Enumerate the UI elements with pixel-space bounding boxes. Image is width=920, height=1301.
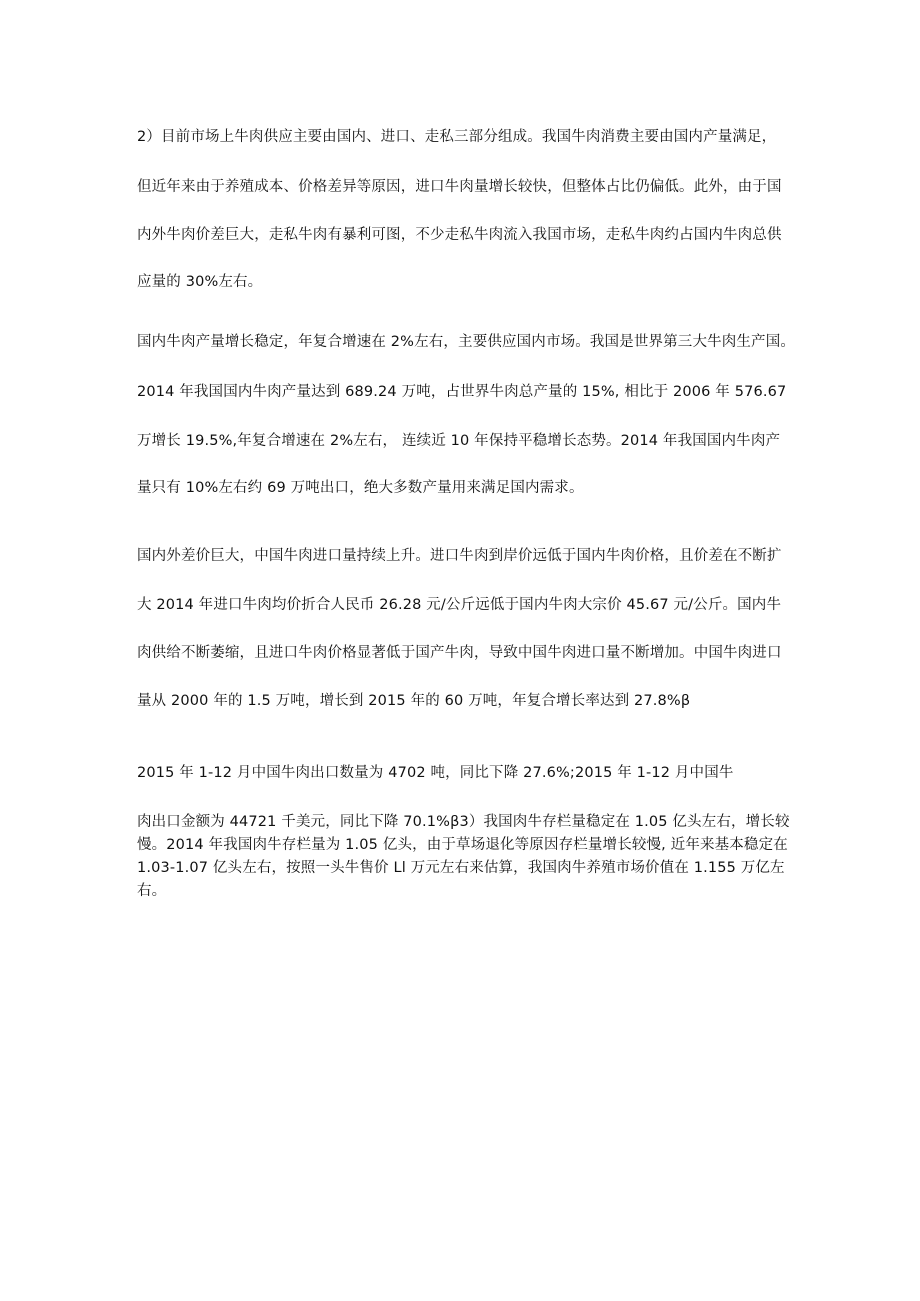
p4-line-5: 右。 — [137, 883, 167, 899]
p4-line-4: 1.03-1.07 亿头左右，按照一头牛售价 Ll 万元左右来估算，我国肉牛养殖市场价值在 1.155 万亿左 — [137, 860, 785, 876]
p3-line-2: 大 2014 年进口牛肉均价折合人民币 26.28 元/公斤远低于国内牛肉大宗价 45.67 元/公斤。国内牛 — [137, 597, 782, 613]
p3-line-4: 量从 2000 年的 1.5 万吨，增长到 2015 年的 60 万吨，年复合增长率达到 27.8%β — [137, 693, 691, 709]
p1-line-2: 但近年来由于养殖成本、价格差异等原因，进口牛肉量增长较快，但整体占比仍偏低。此外，由于国 — [137, 179, 782, 195]
p2-line-4: 量只有 10%左右约 69 万吨出口，绝大多数产量用来满足国内需求。 — [137, 480, 584, 496]
p2-line-1: 国内牛肉产量增长稳定，年复合增速在 2%左右，主要供应国内市场。我国是世界第三大牛肉生产国。 — [137, 334, 796, 350]
p1-line-1: 2）目前市场上牛肉供应主要由国内、进口、走私三部分组成。我国牛肉消费主要由国内产量满足， — [137, 129, 777, 145]
p3-line-3: 肉供给不断萎缩，且进口牛肉价格显著低于国产牛肉，导致中国牛肉进口量不断增加。中国牛肉进口 — [137, 645, 782, 661]
p4-line-2: 肉出口金额为 44721 千美元，同比下降 70.1%β3）我国肉牛存栏量稳定在 1.05 亿头左右，增长较 — [137, 814, 790, 830]
p2-line-2: 2014 年我国国内牛肉产量达到 689.24 万吨，占世界牛肉总产量的 15%, 相比于 2006 年 576.67 — [137, 384, 787, 400]
p3-line-1: 国内外差价巨大，中国牛肉进口量持续上升。进口牛肉到岸价远低于国内牛肉价格，且价差在不断扩 — [137, 548, 782, 564]
p4-line-3: 慢。2014 年我国肉牛存栏量为 1.05 亿头，由于草场退化等原因存栏量增长较慢, 近年来基本稳定在 — [137, 837, 788, 853]
p1-line-3: 内外牛肉价差巨大，走私牛肉有暴利可图，不少走私牛肉流入我国市场，走私牛肉约占国内牛肉总供 — [137, 227, 782, 243]
p1-line-4: 应量的 30%左右。 — [137, 274, 263, 290]
p4-line-1: 2015 年 1-12 月中国牛肉出口数量为 4702 吨，同比下降 27.6%;2015 年 1-12 月中国牛 — [137, 765, 734, 781]
p2-line-3: 万增长 19.5%,年复合增速在 2%左右， 连续近 10 年保持平稳增长态势。2014 年我国国内牛肉产 — [137, 433, 781, 449]
